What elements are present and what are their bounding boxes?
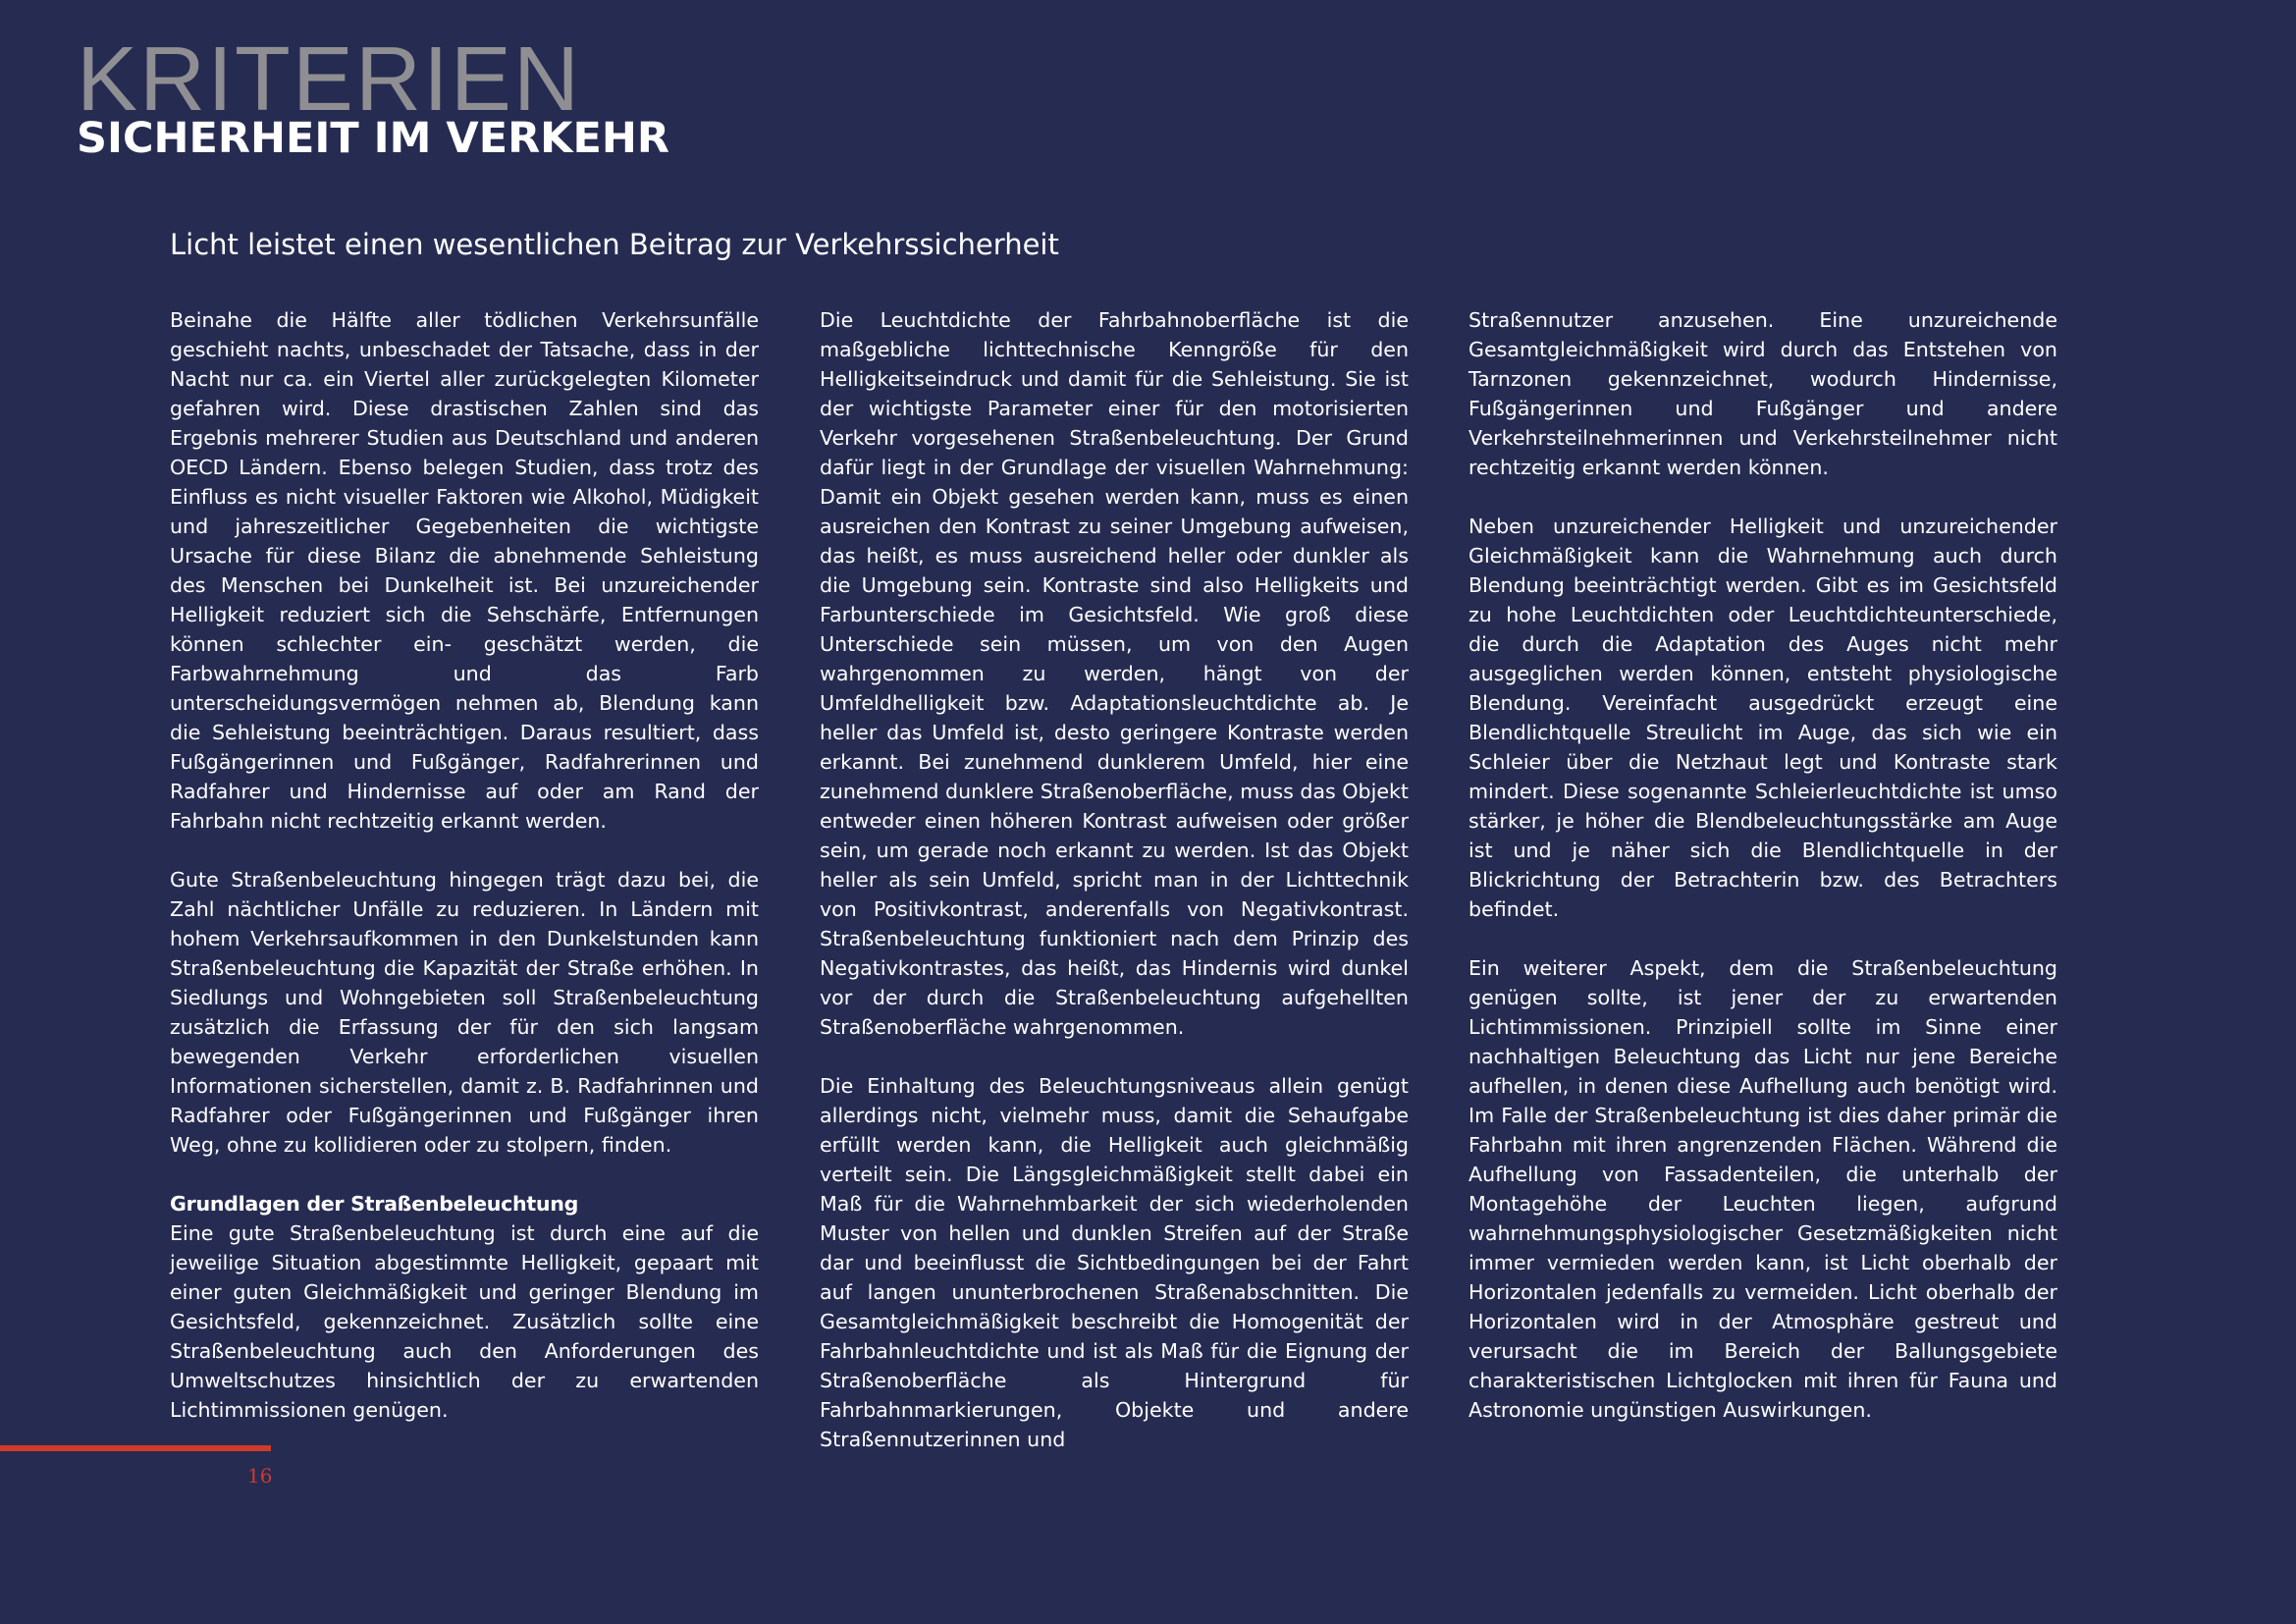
- paragraph: Ein weiterer Aspekt, dem die Straßenbeleuchtung genügen sollte, ist jener der zu erwartenden Lichtimmissionen. Prinzipiell sollte im Sinne einer nachhaltigen Beleuchtung das Licht nur jene Bereiche aufhellen, in denen diese Aufhellung auch benötigt wird. Im Falle der Straßenbeleuchtung ist dies daher primär die Fahrbahn mit ihren angrenzenden Flächen. Während die Aufhellung von Fassadenteilen, die unterhalb der Montagehöhe der Leuchten liegen, aufgrund wahrnehmungsphysiologischer Gesetzmäßigkeiten nicht immer vermieden werden kann, ist Licht oberhalb der Horizontalen jedenfalls zu vermeiden. Licht oberhalb der Horizontalen wird in der Atmosphäre gestreut und verursacht die im Bereich der Ballungsgebiete charakteristischen Lichtglocken mit ihren für Fauna und Astronomie ungünstigen Auswirkungen.: [1468, 956, 2057, 1422]
- paragraph: Gute Straßenbeleuchtung hingegen trägt dazu bei, die Zahl nächtlicher Unfälle zu reduzieren. In Ländern mit hohem Verkehrsaufkommen in den Dunkelstunden kann Straßenbeleuchtung die Kapazität der Straße erhöhen. In Siedlungs und Wohngebieten soll Straßenbeleuchtung zusätzlich die Erfassung der für den sich langsam bewegenden Verkehr erforderlichen visuellen Informationen sicherstellen, damit z. B. Radfahrinnen und Radfahrer oder Fußgängerinnen und Fußgänger ihren Weg, ohne zu kollidieren oder zu stolpern, finden.: [170, 868, 759, 1157]
- paragraph-with-subhead: [170, 1189, 759, 1425]
- footer-accent-rule: [0, 1445, 271, 1451]
- text-column-2: [820, 305, 1409, 1454]
- text-column-3: [1468, 305, 2057, 1425]
- paragraph-text: Eine gute Straßenbeleuchtung ist durch eine auf die jeweilige Situation abgestimmte Helligkeit, gepaart mit einer guten Gleichmäßigkeit und geringer Blendung im Gesichtsfeld, gekennzeichnet. Zusätzlich sollte eine Straßenbeleuchtung auch den Anforderungen des Umweltschutzes hinsichtlich der zu erwartenden Lichtimmissionen genügen.: [170, 1221, 759, 1422]
- section-kicker: KRITERIEN: [77, 27, 582, 130]
- paragraph: Neben unzureichender Helligkeit und unzureichender Gleichmäßigkeit kann die Wahrnehmung auch durch Blendung beeinträchtigt werden. Gibt es im Gesichtsfeld zu hohe Leuchtdichten oder Leuchtdichteunterschiede, die durch die Adaptation des Auges nicht mehr ausgeglichen werden können, entsteht physiologische Blendung. Vereinfacht ausgedrückt erzeugt eine Blendlichtquelle Streulicht im Auge, das sich wie ein Schleier über die Netzhaut legt und Kontraste stark mindert. Diese sogenannte Schleierleuchtdichte ist umso stärker, je höher die Blendbeleuchtungsstärke am Auge ist und je näher sich die Blendlichtquelle in der Blickrichtung der Betrachterin bzw. des Betrachters befindet.: [1468, 514, 2057, 921]
- page-title: SICHERHEIT IM VERKEHR: [77, 114, 669, 163]
- paragraph: Beinahe die Hälfte aller tödlichen Verkehrsunfälle geschieht nachts, unbeschadet der Tatsache, dass in der Nacht nur ca. ein Viertel aller zurückgelegten Kilometer gefahren wird. Diese drastischen Zahlen sind das Ergebnis mehrerer Studien aus Deutschland und anderen OECD Ländern. Ebenso belegen Studien, dass trotz des Einfluss es nicht visueller Faktoren wie Alkohol, Müdigkeit und jahreszeitlicher Gegebenheiten die wichtigste Ursache für diese Bilanz die abnehmende Sehleistung des Menschen bei Dunkelheit ist. Bei unzureichender Helligkeit reduziert sich die Sehschärfe, Entfernungen können schlechter ein- geschätzt werden, die Farbwahrnehmung und das Farb unterscheidungsvermögen nehmen ab, Blendung kann die Sehleistung beeinträchtigen. Daraus resultiert, dass Fußgängerinnen und Fußgänger, Radfahrerinnen und Radfahrer und Hindernisse auf oder am Rand der Fahrbahn nicht rechtzeitig erkannt werden.: [170, 308, 759, 833]
- subheading: Grundlagen der Straßenbeleuchtung: [170, 1192, 579, 1216]
- page-number: 16: [247, 1464, 273, 1488]
- paragraph: Die Einhaltung des Beleuchtungsniveaus allein genügt allerdings nicht, vielmehr muss, damit die Sehaufgabe erfüllt werden kann, die Helligkeit auch gleichmäßig verteilt sein. Die Längsgleichmäßigkeit stellt dabei ein Maß für die Wahrnehmbarkeit der sich wiederholenden Muster von hellen und dunklen Streifen auf der Straße dar und beeinflusst die Sichtbedingungen bei der Fahrt auf langen ununterbrochenen Straßenabschnitten. Die Gesamtgleichmäßigkeit beschreibt die Homogenität der Fahrbahnleuchtdichte und ist als Maß für die Eignung der Straßenoberfläche als Hintergrund für Fahrbahnmarkierungen, Objekte und andere Straßennutzerinnen und: [820, 1074, 1409, 1451]
- text-column-1: [170, 305, 759, 1425]
- paragraph: Die Leuchtdichte der Fahrbahnoberfläche ist die maßgebliche lichttechnische Kenngröße für den Helligkeitseindruck und damit für die Sehleistung. Sie ist der wichtigste Parameter einer für den motorisierten Verkehr vorgesehenen Straßenbeleuchtung. Der Grund dafür liegt in der Grundlage der visuellen Wahrnehmung: Damit ein Objekt gesehen werden kann, muss es einen ausreichen den Kontrast zu seiner Umgebung aufweisen, das heißt, es muss ausreichend heller oder dunkler als die Umgebung sein. Kontraste sind also Helligkeits und Farbunterschiede im Gesichtsfeld. Wie groß diese Unterschiede sein müssen, um von den Augen wahrgenommen zu werden, hängt von der Umfeldhelligkeit bzw. Adaptationsleuchtdichte ab. Je heller das Umfeld ist, desto geringere Kontraste werden erkannt. Bei zunehmend dunklerem Umfeld, hier eine zunehmend dunklere Straßenoberfläche, muss das Objekt entweder einen höheren Kontrast aufweisen oder größer sein, um gerade noch erkannt zu werden. Ist das Objekt heller als sein Umfeld, spricht man in der Lichttechnik von Positivkontrast, anderenfalls von Negativkontrast. Straßenbeleuchtung funktioniert nach dem Prinzip des Negativkontrastes, das heißt, das Hindernis wird dunkel vor der durch die Straßenbeleuchtung aufgehellten Straßenoberfläche wahrgenommen.: [820, 308, 1409, 1039]
- paragraph: Straßennutzer anzusehen. Eine unzureichende Gesamtgleichmäßigkeit wird durch das Entstehen von Tarnzonen gekennzeichnet, wodurch Hindernisse, Fußgängerinnen und Fußgänger und andere Verkehrsteilnehmerinnen und Verkehrsteilnehmer nicht rechtzeitig erkannt werden können.: [1468, 308, 2057, 479]
- lead-heading: Licht leistet einen wesentlichen Beitrag zur Verkehrssicherheit: [170, 228, 1059, 261]
